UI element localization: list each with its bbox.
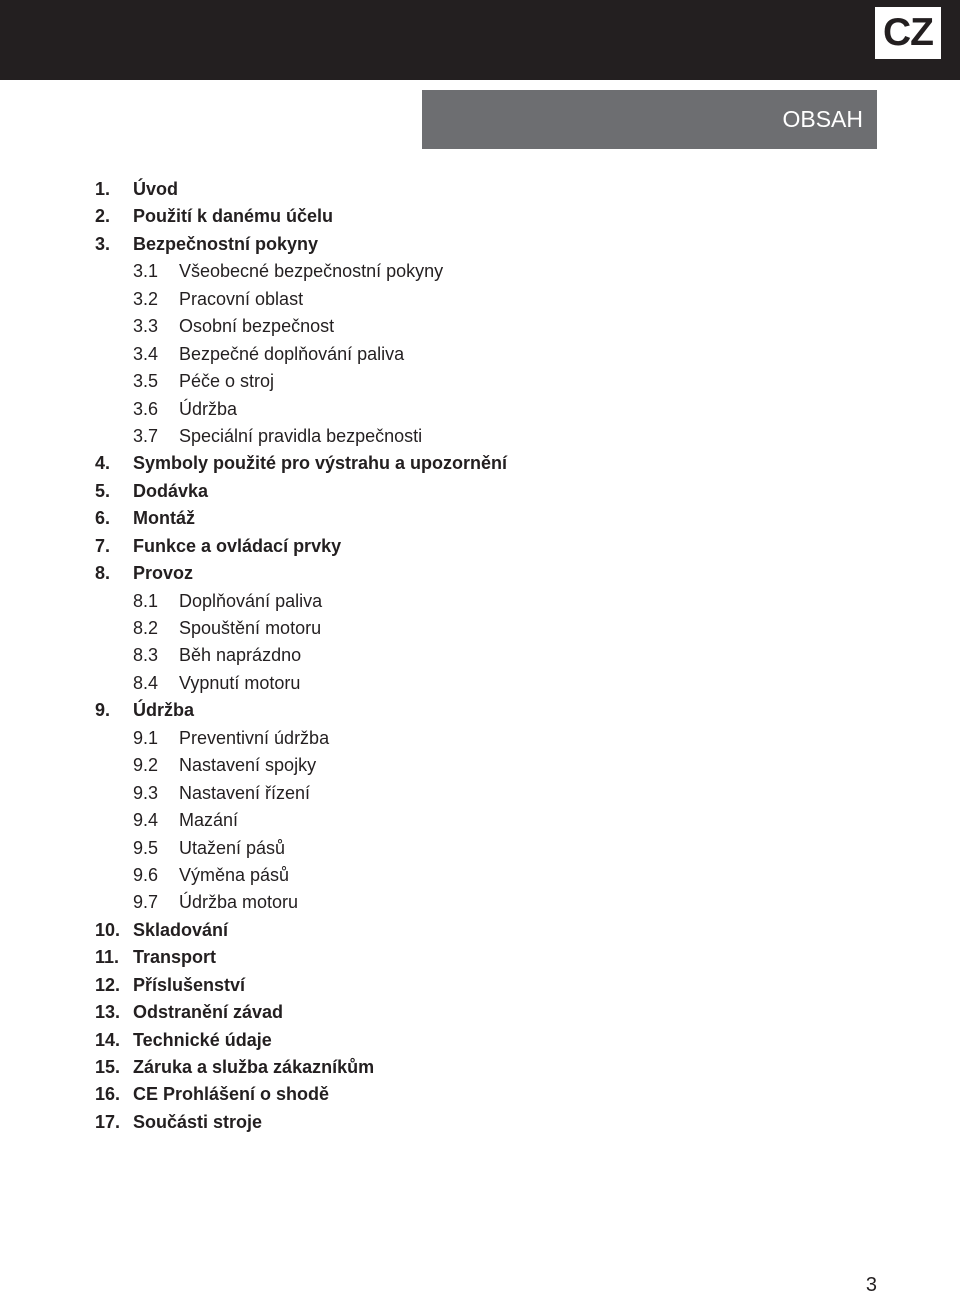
- toc-entry-number: 7.: [95, 535, 111, 556]
- toc-entry-number: 6.: [95, 508, 111, 529]
- toc-entry[interactable]: [0, 231, 960, 258]
- toc-entry-number: 9.1: [133, 727, 159, 748]
- toc-entry-label: Speciální pravidla bezpečnosti: [179, 425, 423, 446]
- toc-entry-label: Preventivní údržba: [179, 727, 330, 748]
- toc-entry-label: Technické údaje: [133, 1029, 272, 1050]
- toc-subentry[interactable]: [0, 615, 960, 642]
- toc-subentry[interactable]: [0, 396, 960, 423]
- page-number: 3: [865, 1274, 877, 1296]
- toc-entry-label: Součásti stroje: [133, 1111, 263, 1132]
- toc-entry-number: 15.: [95, 1057, 121, 1077]
- toc-entry-label: Vypnutí motoru: [179, 672, 301, 693]
- toc-entry-number: 8.3: [133, 645, 159, 666]
- toc-entry[interactable]: [0, 505, 960, 532]
- toc-subentry[interactable]: [0, 835, 960, 862]
- section-title: OBSAH: [782, 106, 863, 132]
- toc-entry-label: Nastavení spojky: [179, 755, 317, 776]
- toc-entry-label: Doplňování paliva: [179, 590, 323, 611]
- toc-entry-number: 8.: [95, 563, 111, 584]
- toc-entry[interactable]: [0, 450, 960, 477]
- toc-subentry[interactable]: [0, 807, 960, 834]
- toc-entry-number: 3.2: [133, 288, 159, 309]
- toc-entry-label: Dodávka: [133, 480, 209, 501]
- toc-entry-number: 3.7: [133, 425, 159, 446]
- toc-entry-label: Běh naprázdno: [179, 645, 302, 666]
- toc-entry-label: Symboly použité pro výstrahu a upozornění: [133, 453, 508, 474]
- toc-entry-label: Použití k danému účelu: [133, 206, 334, 227]
- toc-subentry[interactable]: [0, 341, 960, 368]
- toc-entry[interactable]: [0, 203, 960, 230]
- toc-entry-label: Odstranění závad: [133, 1002, 284, 1023]
- table-of-contents: [0, 176, 960, 1136]
- toc-entry-number: 8.1: [133, 590, 159, 611]
- language-badge: CZ: [875, 7, 941, 59]
- toc-subentry[interactable]: [0, 725, 960, 752]
- toc-subentry[interactable]: [0, 752, 960, 779]
- toc-entry-number: 9.3: [133, 782, 159, 803]
- toc-entry[interactable]: [0, 917, 960, 944]
- toc-entry-number: 8.2: [133, 618, 159, 638]
- toc-entry[interactable]: [0, 176, 960, 203]
- toc-entry-label: Bezpečnostní pokyny: [133, 233, 319, 254]
- toc-entry-label: Všeobecné bezpečnostní pokyny: [179, 261, 444, 282]
- toc-entry[interactable]: [0, 1109, 960, 1136]
- toc-entry[interactable]: [0, 697, 960, 724]
- toc-entry[interactable]: [0, 972, 960, 999]
- toc-subentry[interactable]: [0, 423, 960, 450]
- toc-entry-number: 9.2: [133, 755, 159, 776]
- toc-subentry[interactable]: [0, 862, 960, 889]
- toc-entry-number: 1.: [95, 179, 111, 199]
- toc-entry[interactable]: [0, 1054, 960, 1081]
- toc-entry-number: 13.: [95, 1002, 121, 1023]
- toc-entry-label: Údržba motoru: [179, 892, 299, 913]
- section-header: [422, 90, 877, 149]
- toc-entry-label: Spouštění motoru: [179, 618, 322, 638]
- toc-entry-label: Transport: [133, 947, 217, 968]
- toc-entry-number: 3.: [95, 233, 111, 254]
- top-bar: [0, 0, 960, 80]
- toc-subentry[interactable]: [0, 588, 960, 615]
- toc-entry-number: 3.1: [133, 261, 159, 282]
- toc-entry-label: Nastavení řízení: [179, 782, 311, 803]
- toc-entry-label: Údržba: [179, 398, 238, 419]
- toc-entry-number: 14.: [95, 1029, 121, 1050]
- toc-entry-number: 3.3: [133, 316, 159, 337]
- toc-subentry[interactable]: [0, 780, 960, 807]
- toc-entry-number: 4.: [95, 453, 111, 474]
- toc-entry[interactable]: [0, 1027, 960, 1054]
- toc-entry[interactable]: [0, 1081, 960, 1108]
- toc-entry-label: Příslušenství: [133, 974, 246, 995]
- toc-subentry[interactable]: [0, 368, 960, 395]
- toc-entry-label: Funkce a ovládací prvky: [133, 535, 342, 556]
- toc-subentry[interactable]: [0, 286, 960, 313]
- toc-entry-number: 9.: [95, 700, 111, 721]
- toc-subentry[interactable]: [0, 258, 960, 285]
- toc-entry-label: Utažení pásů: [179, 837, 286, 858]
- toc-entry[interactable]: [0, 533, 960, 560]
- toc-subentry[interactable]: [0, 313, 960, 340]
- toc-entry-label: Pracovní oblast: [179, 288, 304, 309]
- toc-entry-number: 3.5: [133, 371, 159, 392]
- toc-entry-label: Údržba: [133, 700, 195, 721]
- toc-subentry[interactable]: [0, 642, 960, 669]
- toc-entry-label: Úvod: [133, 179, 178, 199]
- toc-entry-number: 9.4: [133, 810, 159, 831]
- toc-entry[interactable]: [0, 478, 960, 505]
- toc-entry-number: 5.: [95, 480, 111, 501]
- toc-entry-number: 10.: [95, 919, 121, 940]
- toc-entry-number: 12.: [95, 974, 121, 995]
- toc-entry-label: Skladování: [133, 919, 229, 940]
- toc-entry-label: Záruka a služba zákazníkům: [133, 1057, 375, 1077]
- toc-entry-label: Provoz: [133, 563, 194, 584]
- toc-entry[interactable]: [0, 944, 960, 971]
- toc-entry-number: 2.: [95, 206, 111, 227]
- toc-entry-label: Montáž: [133, 508, 195, 529]
- toc-entry-number: 8.4: [133, 672, 159, 693]
- toc-entry-label: Osobní bezpečnost: [179, 316, 335, 337]
- toc-subentry[interactable]: [0, 670, 960, 697]
- toc-entry-label: Výměna pásů: [179, 864, 290, 885]
- toc-entry-label: Péče o stroj: [179, 371, 275, 392]
- toc-entry-number: 9.6: [133, 864, 159, 885]
- toc-entry-number: 16.: [95, 1084, 121, 1105]
- toc-entry-number: 9.5: [133, 837, 159, 858]
- toc-entry-number: 11.: [95, 947, 120, 968]
- toc-entry-number: 9.7: [133, 892, 159, 913]
- toc-entry-label: CE Prohlášení o shodě: [133, 1084, 330, 1105]
- toc-entry-number: 3.4: [133, 343, 159, 364]
- toc-entry-label: Bezpečné doplňování paliva: [179, 343, 405, 364]
- toc-entry-number: 3.6: [133, 398, 159, 419]
- toc-entry-number: 17.: [95, 1111, 121, 1132]
- toc-entry-label: Mazání: [179, 810, 239, 831]
- toc-entry[interactable]: [0, 999, 960, 1026]
- toc-entry[interactable]: [0, 560, 960, 587]
- toc-subentry[interactable]: [0, 889, 960, 916]
